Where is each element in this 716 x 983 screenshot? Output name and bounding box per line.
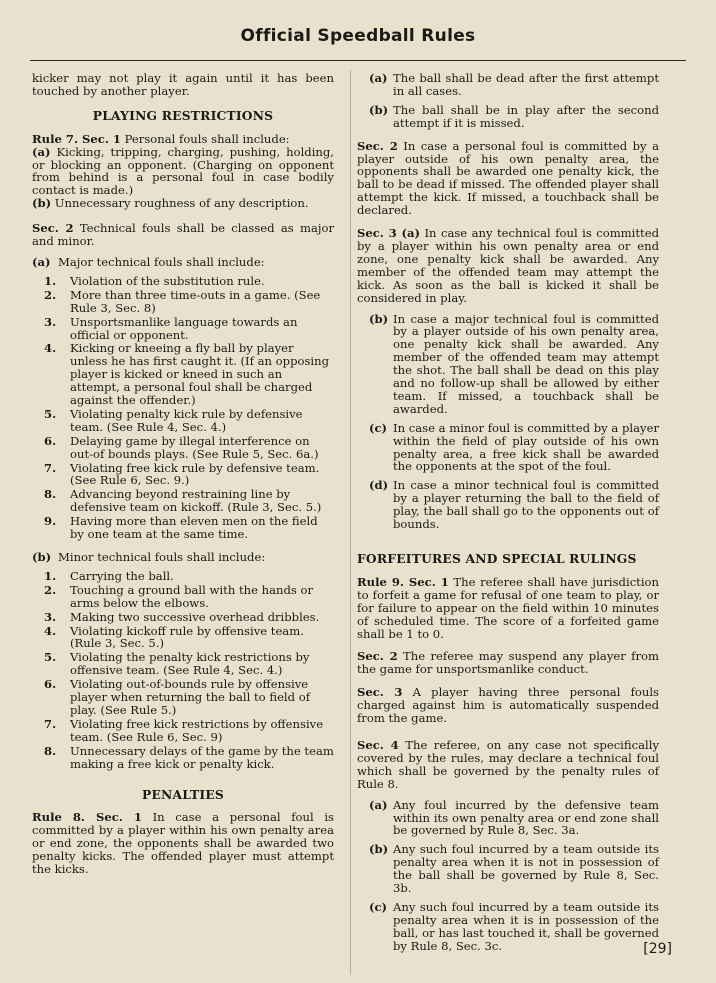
rule8-text: In case a personal foul is committed by a player within his own penalty area or end zone, the opponents shall be awarded two penalty kicks. The offended player must attempt the kicks.: [32, 810, 335, 877]
sec4-sub-item: [369, 799, 659, 838]
rule8-sec3-label: Sec. 3 (a): [357, 226, 420, 241]
major-foul-item-text: Unsportsmanlike language towards an official or opponent.: [70, 314, 298, 342]
minor-foul-item-number: 7.: [44, 716, 57, 731]
sec2-text: Technical fouls shall be classed as major and minor.: [32, 221, 335, 249]
rule8-sec3-text: In case any technical foul is committed by a player within his own penalty area or end zone, one penalty kick shall be awarded. Any member of the offended team may attempt the kick. As soon as the ball is kicked it shall be considered in play.: [357, 226, 659, 305]
rule7b-paragraph: [32, 197, 334, 210]
minor-foul-item-number: 1.: [44, 568, 57, 583]
minor-fouls-list: [32, 570, 334, 771]
rule8-sec2-text: In case a personal foul is committed by a player outside of his own penalty area, the opponents shall be awarded one penalty kick, the ball to be dead if missed. The offended player shall attempt the kick. If missed, a touchback shall be declared.: [357, 138, 659, 218]
rule9-sec2-text: The referee may suspend any player from the game for unsportsmanlike conduct.: [357, 649, 659, 677]
rule7a-paragraph: [32, 146, 334, 198]
sec3-sub-item: [369, 479, 659, 531]
minor-foul-item-number: 2.: [44, 582, 57, 597]
rule9-sec3-text: A player having three personal fouls charged against him is automatically suspended from the game.: [357, 685, 659, 726]
major-fouls-heading: [32, 256, 334, 269]
rule7a-label: (a): [32, 144, 51, 159]
major-foul-item-text: Delaying game by illegal interference on out-of bounds plays. (See Rule 5, Sec. 6a.): [70, 433, 319, 461]
minor-foul-item: [32, 625, 334, 651]
major-label: (a): [32, 254, 51, 269]
sec3-sub-item-text: In case a minor foul is committed by a player within the field of play outside of his own penalty area, a free kick shall be awarded the opponents at the spot of the foul.: [393, 420, 659, 474]
minor-foul-item-text: Violating free kick restrictions by offensive team. (See Rule 6, Sec. 9): [70, 716, 324, 744]
minor-foul-item-text: Carrying the ball.: [70, 568, 174, 583]
rule9-sec3-paragraph: [357, 686, 659, 725]
item-b-label: (b): [369, 102, 389, 117]
minor-foul-item: [32, 745, 334, 771]
sec4-sub-item-text: Any foul incurred by the defensive team within its own penalty area or end zone shall be governed by Rule 8, Sec. 3a.: [393, 797, 659, 838]
rule8-paragraph: [32, 811, 334, 876]
major-foul-item-number: 7.: [44, 460, 57, 475]
major-foul-item-text: Advancing beyond restraining line by defensive team on kickoff. (Rule 3, Sec. 5.): [70, 487, 322, 515]
rule7-label: Rule 7. Sec. 1: [32, 131, 121, 146]
major-foul-item-text: Violating free kick rule by defensive team. (See Rule 6, Sec. 9.): [70, 460, 320, 488]
major-foul-item-number: 1.: [44, 273, 57, 288]
rule9-sec4-text: The referee, on any case not specifically covered by the rules, may declare a technical foul which shall be governed by the penalty rules of Rule 8.: [357, 737, 659, 791]
sec4-sub-item-number: (c): [369, 899, 388, 914]
major-fouls-list: [32, 275, 334, 541]
right-column: [357, 72, 659, 959]
rule9-sec2-paragraph: [357, 650, 659, 676]
item-a-label: (a): [369, 71, 388, 85]
minor-foul-item-number: 6.: [44, 677, 57, 692]
section-heading-penalties: PENALTIES: [142, 786, 224, 802]
major-foul-item-text: Having more than eleven men on the field by one team at the same time.: [70, 514, 318, 542]
major-foul-item: [32, 289, 334, 315]
minor-foul-item-text: Touching a ground ball with the hands or arms below the elbows.: [70, 582, 314, 610]
rule8-sec2-paragraph: [357, 140, 659, 217]
rule9-paragraph: [357, 576, 659, 641]
rule8-label: Rule 8. Sec. 1: [32, 810, 142, 825]
major-foul-item-text: More than three time-outs in a game. (See Rule 3, Sec. 8): [70, 287, 321, 315]
sec3-sub-item: [369, 313, 659, 416]
rule9-label: Rule 9. Sec. 1: [357, 574, 449, 589]
rule9-sec3-label: Sec. 3: [357, 685, 403, 700]
major-foul-item: [32, 275, 334, 288]
major-foul-item: [32, 488, 334, 514]
minor-foul-item: [32, 584, 334, 610]
rule7b-text: Unnecessary roughness of any description.: [54, 196, 309, 211]
sec3-sub-item: [369, 422, 659, 474]
minor-label: (b): [32, 550, 52, 564]
minor-foul-item-text: Violating the penalty kick restrictions by offensive team. (See Rule 4, Sec. 4.): [70, 650, 310, 678]
sec3-sub-item-text: In case a major technical foul is committed by a player outside of his own penalty area, one penalty kick shall be awarded. Any member of the offended team may attempt the shot. The ball shall be dead on this play and no follow-up shall be allowed by either team. If missed, a touchback shall be awarded.: [393, 311, 659, 416]
major-foul-item: [32, 408, 334, 434]
major-foul-item: [32, 342, 334, 407]
major-foul-item-number: 2.: [44, 287, 57, 302]
major-foul-item: [32, 435, 334, 461]
rule9-sec2-label: Sec. 2: [357, 649, 398, 664]
item-a-text: The ball shall be dead after the first attempt in all cases.: [393, 71, 659, 98]
major-foul-item: [32, 515, 334, 541]
major-foul-item-text: Violation of the substitution rule.: [70, 273, 265, 288]
major-foul-item-number: 6.: [44, 433, 57, 448]
page-header-title: Official Speedball Rules: [240, 26, 476, 46]
rule8-item-b: [369, 104, 659, 130]
minor-foul-item-text: Unnecessary delays of the game by the team making a free kick or penalty kick.: [70, 743, 334, 771]
major-foul-item-number: 5.: [44, 406, 57, 421]
rule8-sec2-label: Sec. 2: [357, 138, 398, 153]
minor-foul-item-text: Making two successive overhead dribbles.: [70, 609, 320, 624]
sec4-sub-list: [357, 799, 659, 953]
item-b-text: The ball shall be in play after the second attempt if it is missed.: [393, 102, 659, 130]
major-foul-item: [32, 316, 334, 342]
column-divider: [350, 70, 351, 975]
sec3-sub-list: [357, 313, 659, 532]
minor-foul-item-text: Violating out-of-bounds rule by offensive player when returning the ball to field of play. (See Rule 5.): [70, 677, 311, 717]
rule7a-text: Kicking, tripping, charging, pushing, holding, or blocking an opponent. (Charging on opponent from behind is a personal foul in case bodily contact is made.): [32, 144, 334, 198]
minor-fouls-heading: [32, 551, 334, 564]
minor-foul-item: [32, 651, 334, 677]
major-heading-text: Major technical fouls shall include:: [58, 254, 265, 269]
minor-heading-text: Minor technical fouls shall include:: [58, 550, 266, 564]
sec2-paragraph: [32, 222, 334, 248]
header-rule: [30, 60, 686, 61]
intro-paragraph: kicker may not play it again until it has been touched by another player.: [32, 71, 334, 98]
major-foul-item: [32, 462, 334, 488]
major-foul-item-number: 3.: [44, 314, 57, 329]
minor-foul-item: [32, 570, 334, 583]
minor-foul-item: [32, 611, 334, 624]
minor-foul-item-text: Violating kickoff rule by offensive team. (Rule 3, Sec. 5.): [70, 623, 304, 651]
major-foul-item-number: 9.: [44, 514, 57, 529]
section-heading-playing-restrictions: PLAYING RESTRICTIONS: [92, 107, 274, 123]
rule8-item-a: [369, 72, 659, 98]
sec4-sub-item: [369, 843, 659, 895]
sec4-sub-item-number: (a): [369, 797, 388, 812]
sec4-sub-item-text: Any such foul incurred by a team outside its penalty area when it is not in possession of the ball shall be governed by Rule 8, Sec. 3b.: [393, 842, 659, 896]
sec3-sub-item-number: (b): [369, 311, 389, 326]
rule8-sec3-paragraph: [357, 227, 659, 304]
minor-foul-item: [32, 718, 334, 744]
rule7b-label: (b): [32, 196, 52, 211]
left-column: [32, 72, 334, 884]
rule7-text: Personal fouls shall include:: [120, 131, 290, 146]
sec2-label: Sec. 2: [32, 221, 74, 236]
major-foul-item-number: 4.: [44, 341, 57, 356]
sec4-sub-item-text: Any such foul incurred by a team outside its penalty area when it is in possession of the ball, or has last touched it, shall be governed by Rule 8, Sec. 3c.: [393, 899, 659, 953]
sec4-sub-item-number: (b): [369, 842, 389, 857]
minor-foul-item: [32, 678, 334, 717]
minor-foul-item-number: 5.: [44, 650, 57, 665]
section-heading-forfeitures: FORFEITURES AND SPECIAL RULINGS: [357, 551, 637, 566]
page-number: [29]: [643, 941, 672, 957]
sec4-sub-item: [369, 901, 659, 953]
major-foul-item-text: Violating penalty kick rule by defensive team. (See Rule 4, Sec. 4.): [70, 406, 303, 434]
minor-foul-item-number: 3.: [44, 609, 57, 624]
rule9-sec4-label: Sec. 4: [357, 737, 399, 752]
minor-foul-item-number: 8.: [44, 743, 57, 758]
sec3-sub-item-text: In case a minor technical foul is committed by a player returning the ball to the field of play, the ball shall go to the opponents out of bounds.: [393, 478, 659, 532]
sec3-sub-item-number: (d): [369, 478, 389, 493]
sec3-sub-item-number: (c): [369, 420, 388, 435]
major-foul-item-text: Kicking or kneeing a fly ball by player unless he has first caught it. (If an opposing player is kicked or kneed in such an attempt, a personal foul shall be charged against the offender.): [70, 341, 330, 408]
rule9-text: The referee shall have jurisdiction to forfeit a game for refusal of one team to play, or for failure to appear on the field within 10 minutes of scheduled time. The score of a forfeited game shall be 1 to 0.: [357, 574, 659, 641]
rule9-sec4-paragraph: [357, 739, 659, 791]
major-foul-item-number: 8.: [44, 487, 57, 502]
minor-foul-item-number: 4.: [44, 623, 57, 638]
